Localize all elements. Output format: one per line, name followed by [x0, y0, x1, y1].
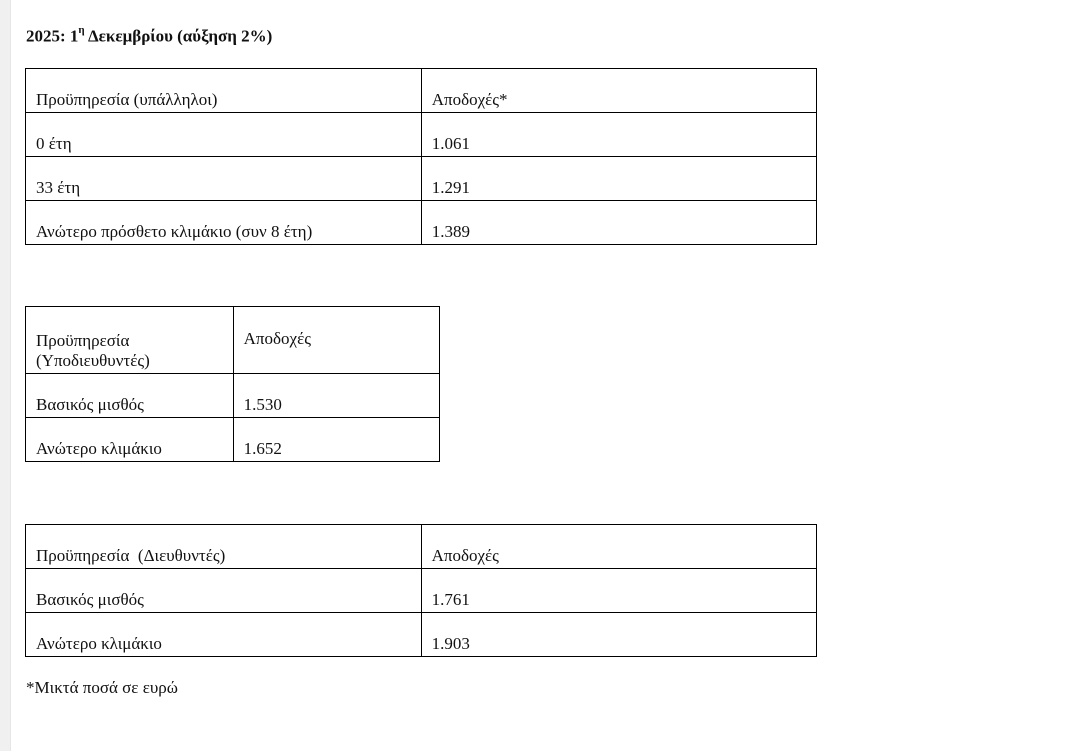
table-row: [26, 201, 817, 245]
employees-salary-table: [25, 68, 817, 245]
header-cell-earnings: Αποδοχές*: [421, 69, 816, 113]
heading-superscript: η: [78, 24, 85, 36]
header-cell-earnings: Αποδοχές: [233, 307, 439, 374]
deputy-directors-salary-table: [25, 306, 440, 462]
table-row: [26, 613, 817, 657]
earnings-cell: 1.652: [233, 418, 439, 462]
table-header-row: [26, 525, 817, 569]
section-heading: [26, 26, 272, 47]
level-cell: Ανώτερο κλιμάκιο: [26, 613, 422, 657]
footnote: *Μικτά ποσά σε ευρώ: [26, 678, 178, 697]
heading-prefix: 2025: 1: [26, 26, 79, 46]
header-cell-earnings: Αποδοχές: [421, 525, 816, 569]
table-header-row: [26, 307, 440, 374]
directors-salary-table: [25, 524, 817, 657]
earnings-cell: 1.389: [421, 201, 816, 245]
level-cell: Ανώτερο κλιμάκιο: [26, 418, 234, 462]
table-row: [26, 569, 817, 613]
table-row: [26, 418, 440, 462]
earnings-cell: 1.530: [233, 374, 439, 418]
earnings-cell: 1.903: [421, 613, 816, 657]
heading-suffix: Δεκεμβρίου (αύξηση 2%): [84, 26, 273, 46]
table-header-row: [26, 69, 817, 113]
seniority-cell: Ανώτερο πρόσθετο κλιμάκιο (συν 8 έτη): [26, 201, 422, 245]
seniority-cell: 33 έτη: [26, 157, 422, 201]
level-cell: Βασικός μισθός: [26, 569, 422, 613]
level-cell: Βασικός μισθός: [26, 374, 234, 418]
left-margin-bar: [0, 0, 11, 751]
header-cell-seniority: Προϋπηρεσία (υπάλληλοι): [26, 69, 422, 113]
header-cell-seniority: Προϋπηρεσία (Διευθυντές): [26, 525, 422, 569]
earnings-cell: 1.291: [421, 157, 816, 201]
table-row: [26, 157, 817, 201]
earnings-cell: 1.061: [421, 113, 816, 157]
table-row: [26, 113, 817, 157]
seniority-cell: 0 έτη: [26, 113, 422, 157]
earnings-cell: 1.761: [421, 569, 816, 613]
header-cell-seniority: Προϋπηρεσία (Υποδιευθυντές): [26, 307, 234, 374]
table-row: [26, 374, 440, 418]
